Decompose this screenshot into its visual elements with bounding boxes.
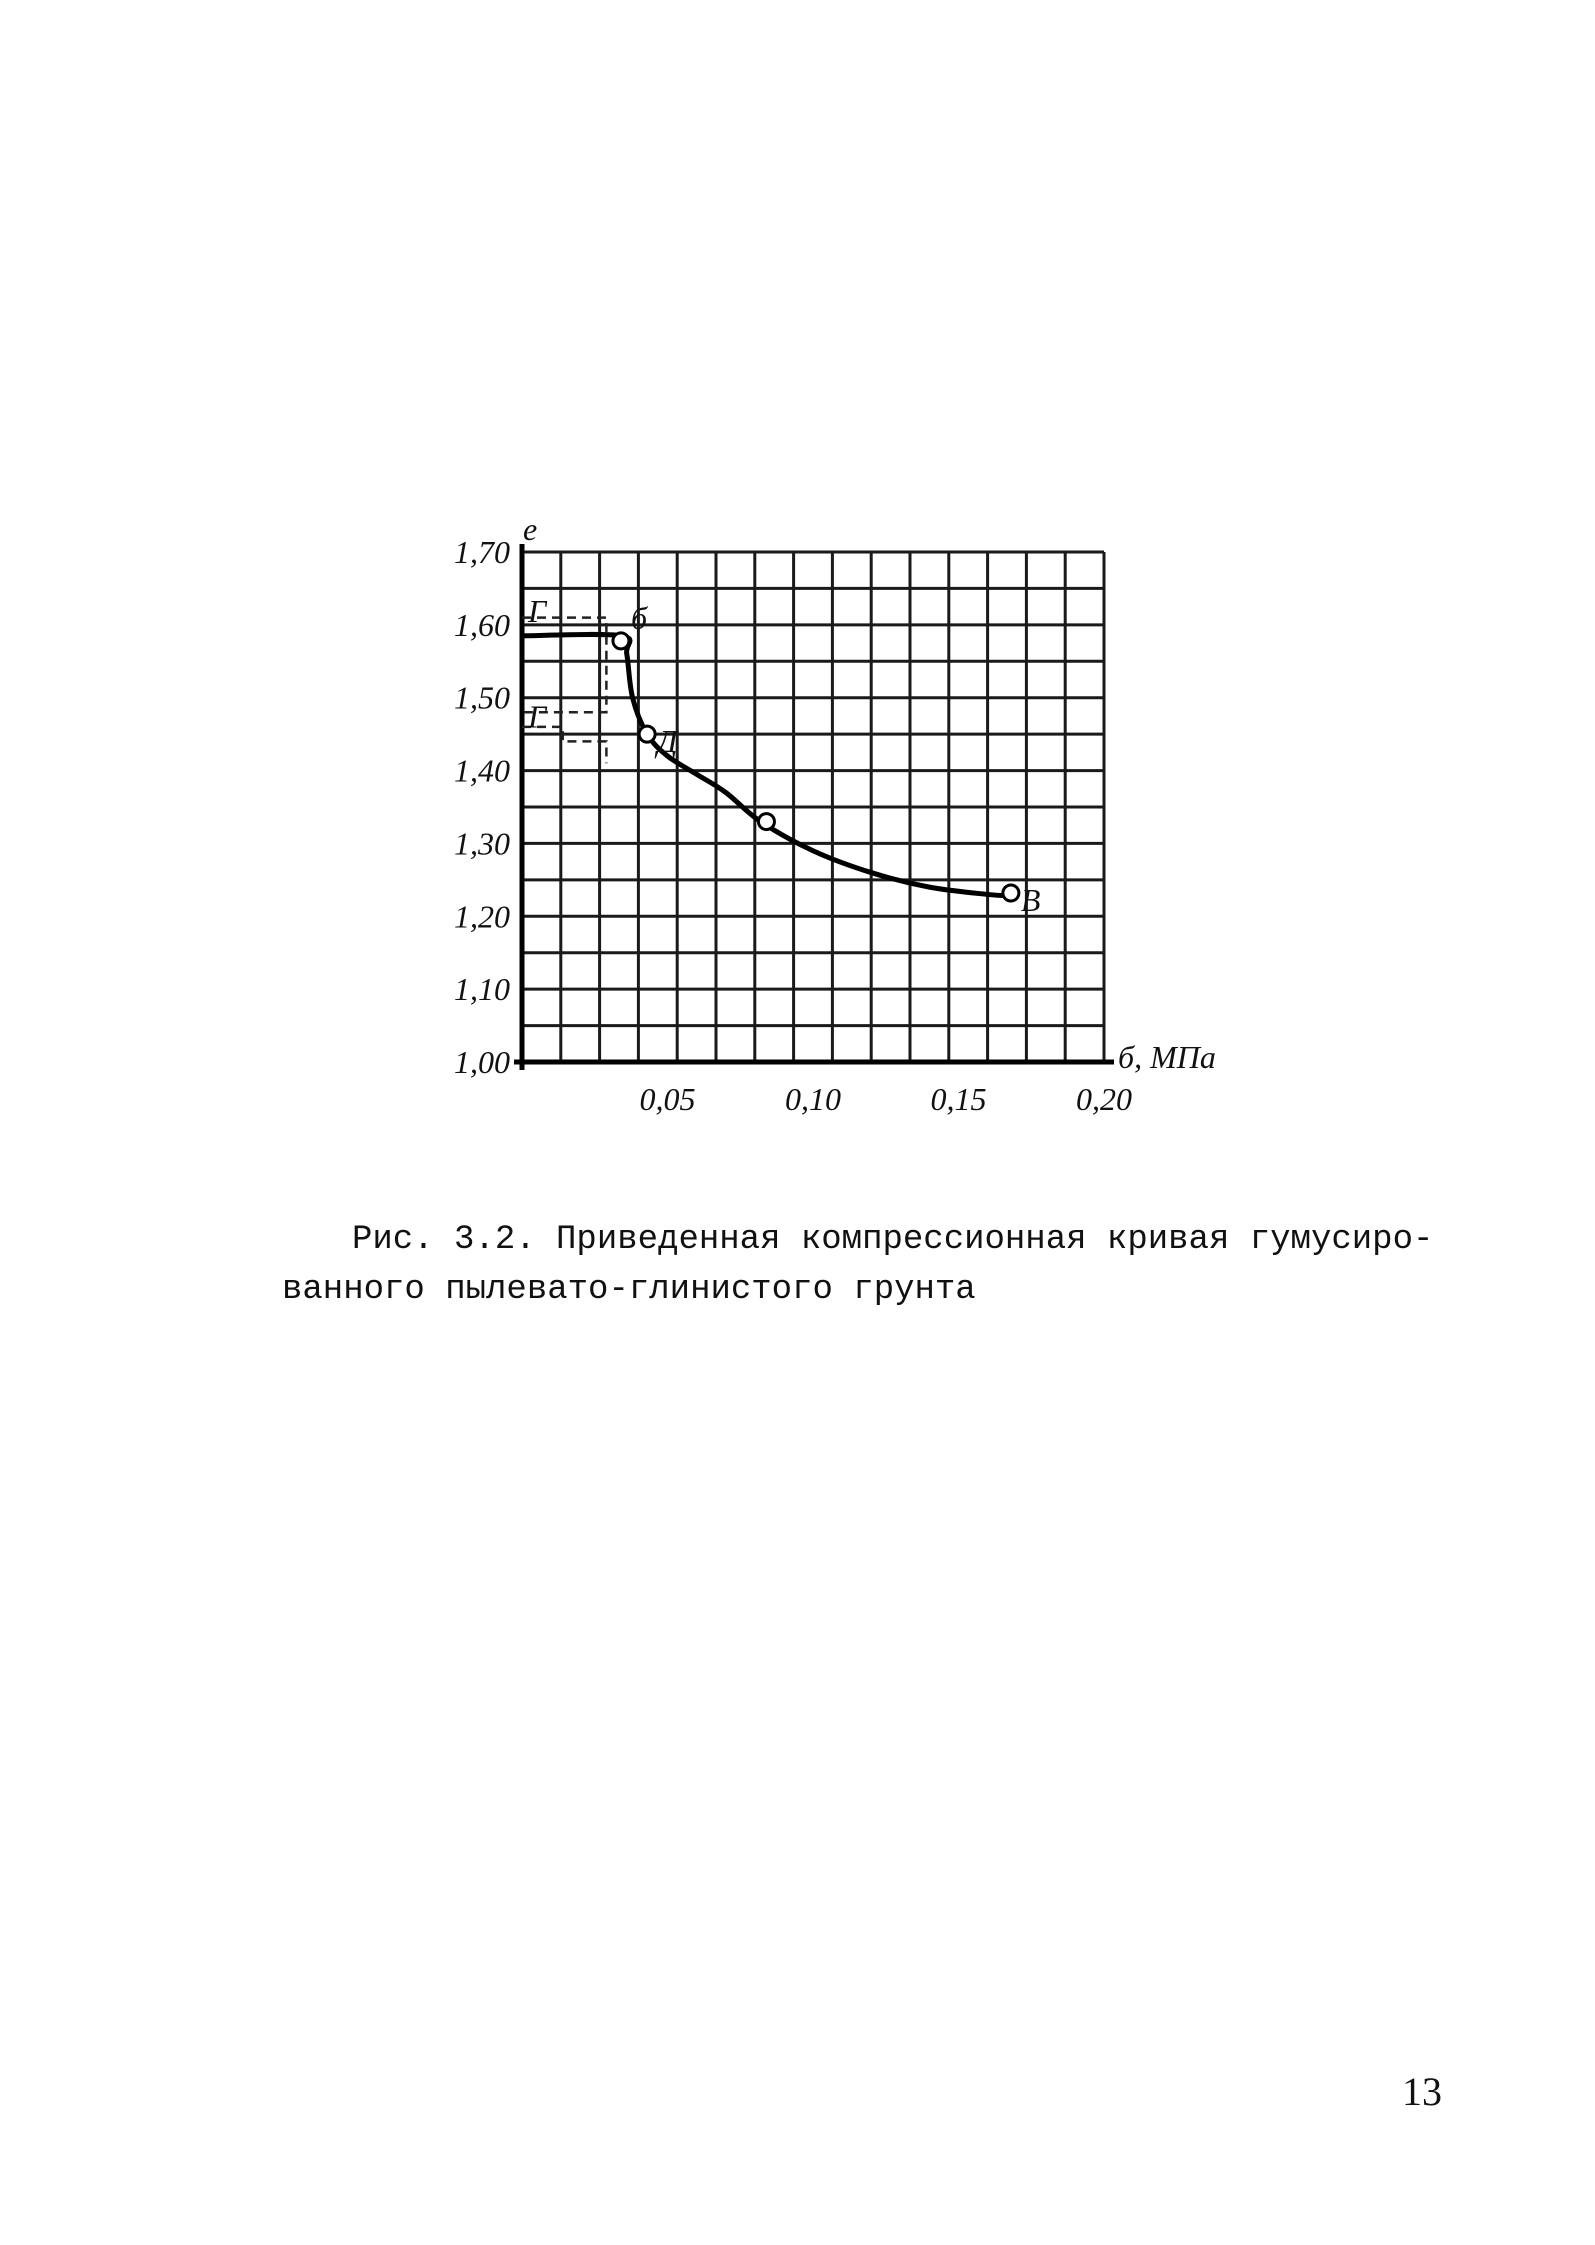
data-point-marker	[613, 633, 629, 649]
y-tick-label: 1,20	[454, 898, 510, 935]
y-tick-labels	[454, 534, 510, 1080]
x-tick-label: 0,10	[785, 1081, 841, 1117]
page-number: 13	[1402, 2069, 1442, 2114]
y-tick-label: 1,60	[454, 606, 510, 643]
dashed-guides	[522, 618, 606, 764]
y-tick-label: 1,30	[454, 825, 510, 862]
y-axis-label: e	[523, 511, 538, 547]
y-tick-label: 1,40	[454, 752, 510, 789]
x-tick-label: 0,15	[930, 1081, 987, 1117]
chart-markers	[527, 593, 1040, 918]
x-tick-label: 0,05	[639, 1081, 696, 1117]
y-tick-label: 1,00	[454, 1044, 510, 1080]
data-point-label: В	[1020, 881, 1041, 918]
x-tick-labels	[640, 1081, 1133, 1117]
y-tick-label: 1,10	[454, 971, 510, 1008]
y-tick-label: 1,70	[454, 534, 510, 570]
figure-caption	[282, 1215, 1434, 1315]
data-point-marker	[758, 814, 774, 830]
reference-label: Г	[528, 698, 547, 735]
reference-label: Г	[528, 592, 547, 629]
data-point-label: Д	[657, 723, 678, 760]
data-point-marker	[1003, 885, 1019, 901]
chart-series	[522, 634, 1011, 895]
compression-curve	[522, 634, 1011, 895]
x-tick-label: 0,20	[1076, 1081, 1132, 1117]
x-axis-label: б, МПа	[1118, 1039, 1216, 1075]
y-tick-label: 1,50	[454, 679, 510, 716]
caption-line-2: ванного пылевато-глинистого грунта	[282, 1271, 976, 1309]
data-point-label: б	[630, 599, 648, 636]
data-point-marker	[639, 726, 655, 742]
caption-line-1: Рис. 3.2. Приведенная компрессионная кривая гумусиро-	[352, 1221, 1434, 1259]
chart-grid	[522, 552, 1104, 1062]
